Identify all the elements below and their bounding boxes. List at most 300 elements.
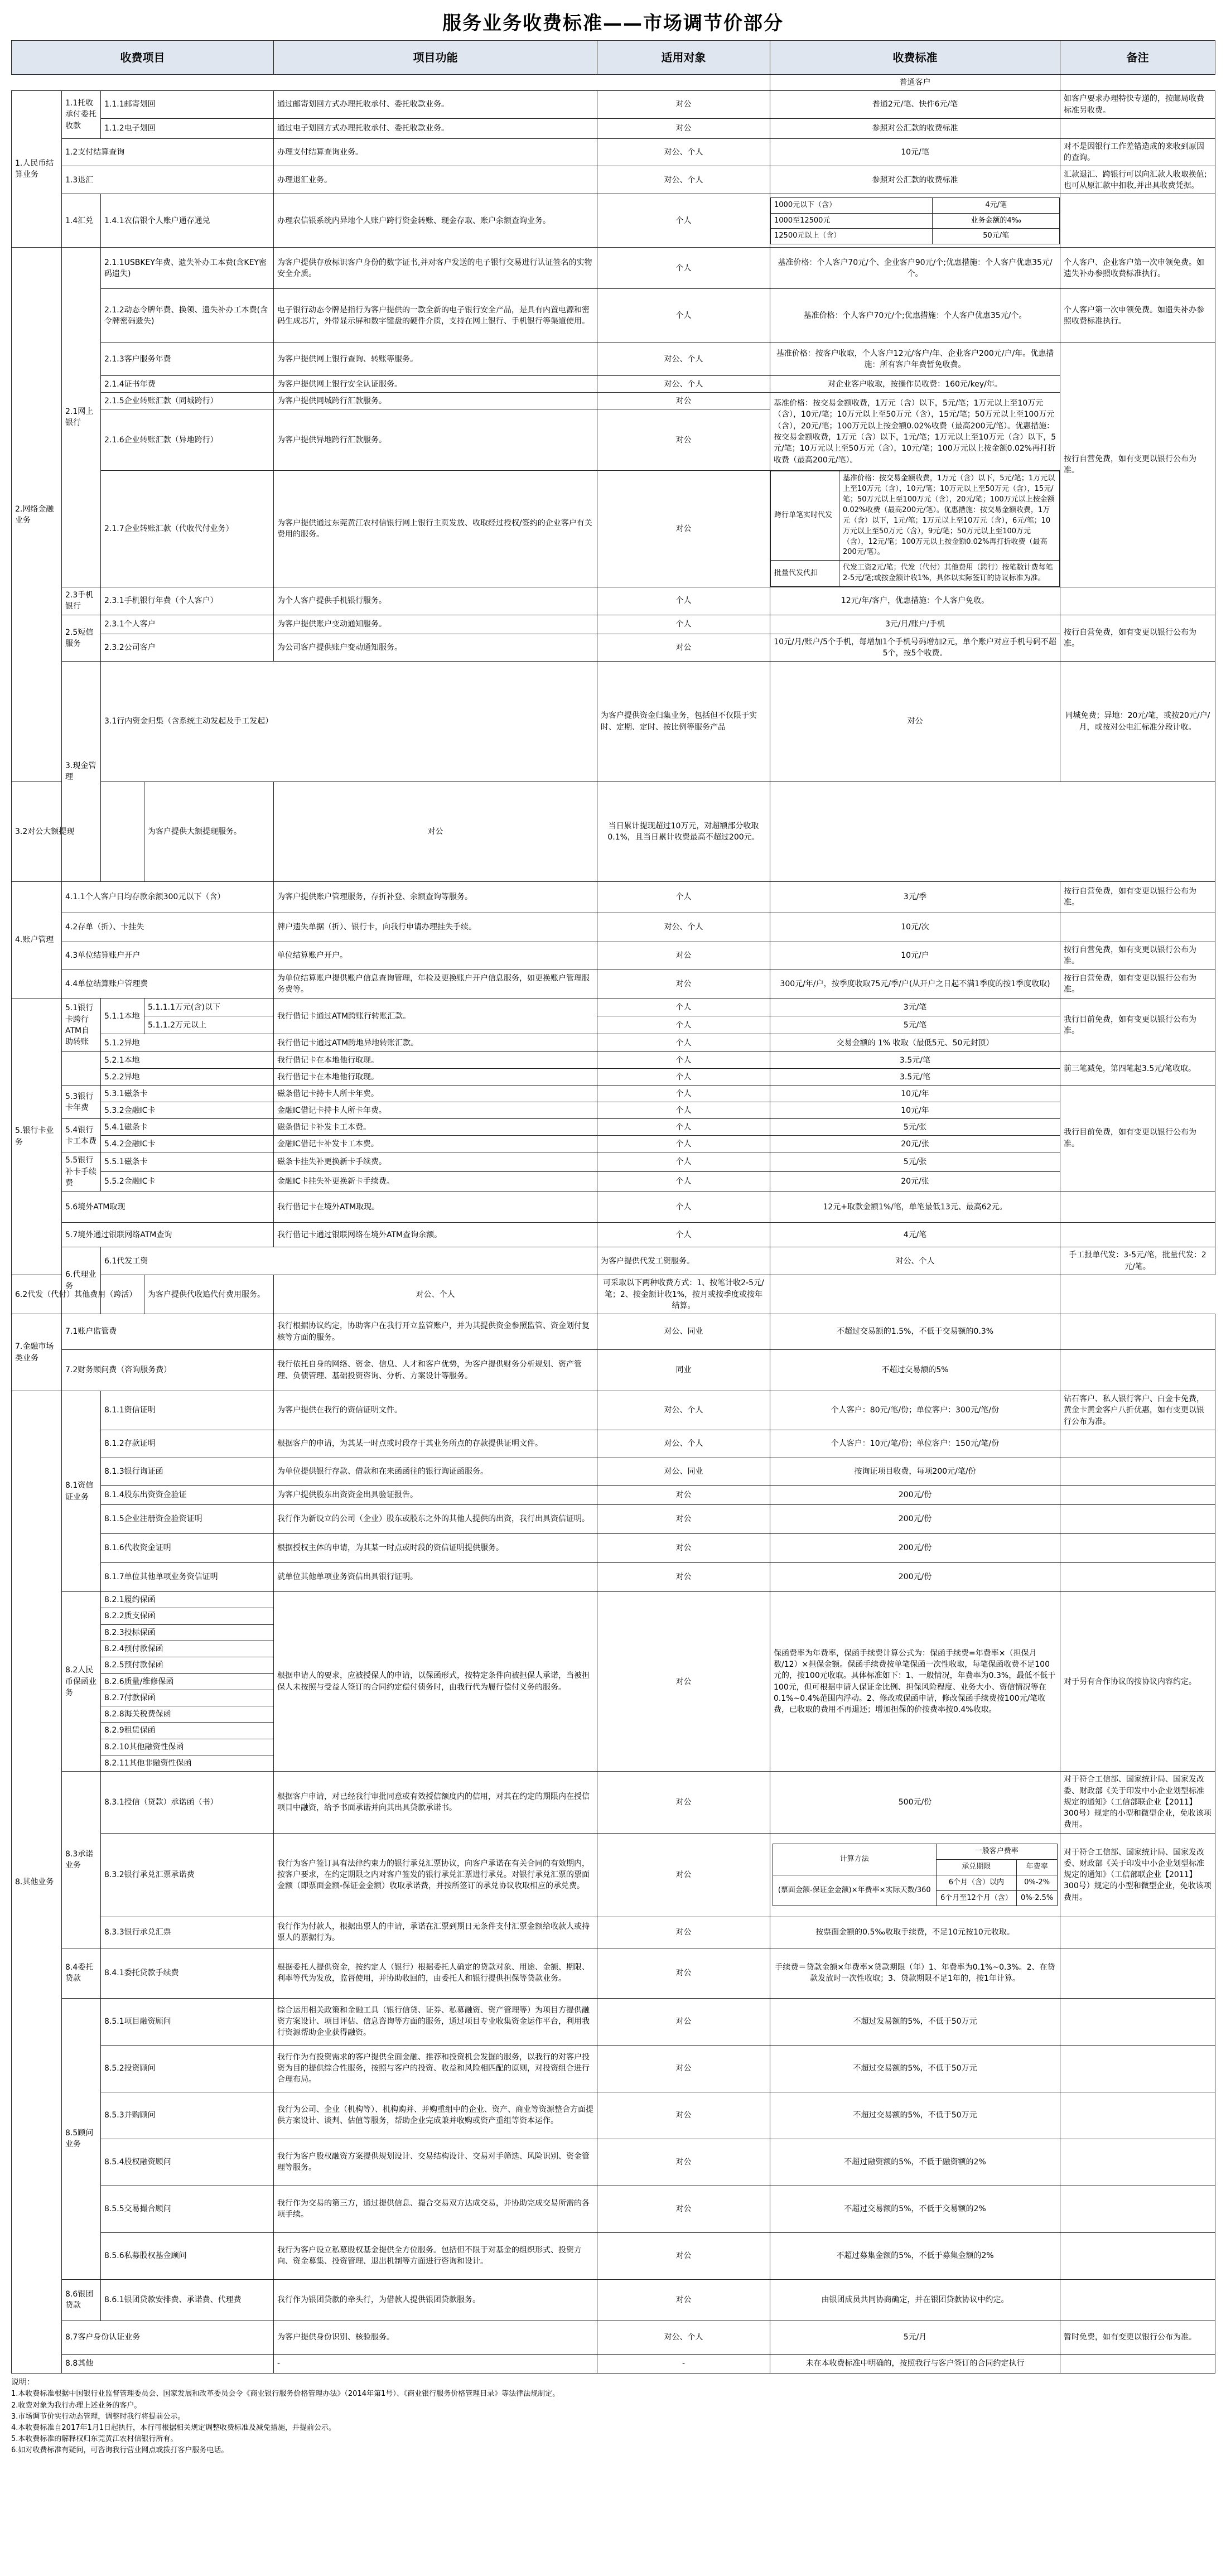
item-cell: 4.3单位结算账户开户 xyxy=(62,942,274,969)
object-cell: 个人 xyxy=(597,1052,770,1069)
function-cell: 根据委托人提供资金，按约定人（银行）根据委托人确定的贷款对象、用途、金额、期限、利率等代为发放，监督使用，并协助收回的，由委托人和银行提供担保等贷款业务。 xyxy=(274,1948,597,1998)
note-cell: 对不是因银行工作差错造成的来收到原因的查询。 xyxy=(1060,138,1215,166)
function-cell: 根据客户申请，对已经我行审批同意或有效授信额度内的信用，对其在约定的期限内在授信项目中融资，给予书面承诺并向其出具贷款承诺书。 xyxy=(274,1772,597,1833)
fee-cell: 20元/张 xyxy=(770,1136,1060,1152)
fee-cell: 手续费＝贷款金额×年费率×贷款期限（年）1、年费率为0.1%~0.3%。2、在贷款发放时一次性收取；3、贷款期限不足1年的，按1年计算。 xyxy=(770,1948,1060,1998)
object-cell: 对公 xyxy=(597,1772,770,1833)
fee-cell: 参照对公汇款的收费标准 xyxy=(770,118,1060,138)
table-row xyxy=(12,166,1215,194)
object-cell: 个人 xyxy=(597,1016,770,1034)
item-cell: 6.2代发（代付）其他费用（跨活） xyxy=(12,1275,144,1314)
table-row xyxy=(12,376,1215,393)
table-row xyxy=(12,138,1215,166)
note-cell xyxy=(1060,1191,1215,1223)
note-cell: 如客户要求办理特快专递的，按邮局收费标准另收费。 xyxy=(1060,91,1215,119)
rate-cell: 0%-2.5% xyxy=(1017,1890,1058,1906)
object-cell: 个人 xyxy=(597,881,770,913)
subcategory-cell: 5.5银行补卡手续费 xyxy=(62,1152,101,1191)
tier-cell: 12500元以上（含） xyxy=(771,229,933,244)
note-cell: 钻石客户、私人银行客户、白金卡免费，黄金卡黄金客户八折优惠，如有变更以银行公布为准。 xyxy=(1060,1391,1215,1430)
table-row xyxy=(12,289,1215,342)
table-row xyxy=(12,1119,1215,1136)
table-row xyxy=(12,2279,1215,2321)
object-cell: 个人 xyxy=(597,1119,770,1136)
item-cell: 8.2.6质量/维修保函 xyxy=(101,1673,274,1690)
table-row xyxy=(12,634,1215,662)
item-cell: 8.2.10其他融资性保函 xyxy=(101,1739,274,1755)
note-cell xyxy=(1060,587,1215,615)
table-row xyxy=(12,1350,1215,1391)
item-cell: 2.1.4证书年费 xyxy=(101,376,274,393)
note-cell: 个人客户、企业客户第一次申领免费。如遗失补办参照收费标准执行。 xyxy=(1060,248,1215,289)
object-cell: 对公 xyxy=(597,969,770,998)
subcategory-cell: 8.5顾问业务 xyxy=(62,1998,101,2279)
object-cell: 对公 xyxy=(597,1592,770,1772)
table-row xyxy=(12,587,1215,615)
item-cell: 5.4.1磁条卡 xyxy=(101,1119,274,1136)
table-row xyxy=(12,1948,1215,1998)
item-cell: 5.1.1本地 xyxy=(101,998,144,1034)
item-cell: 5.1.1.1万元(含)以下 xyxy=(144,998,274,1016)
function-cell: 通过邮寄划回方式办理托收承付、委托收款业务。 xyxy=(274,91,597,119)
note-cell xyxy=(1060,2045,1215,2092)
item-cell: 5.1.2异地 xyxy=(101,1034,274,1052)
object-cell: 个人 xyxy=(597,248,770,289)
object-cell: 对公、个人 xyxy=(597,1430,770,1458)
object-cell: 对公 xyxy=(597,1917,770,1948)
function-cell: 我行借记卡在本地他行取现。 xyxy=(274,1052,597,1069)
subcategory-cell: 8.6银团贷款 xyxy=(62,2279,101,2321)
function-cell: 通过电子划回方式办理托收承付、委托收款业务。 xyxy=(274,118,597,138)
rate-cell: 一般客户费率 xyxy=(936,1844,1057,1860)
table-row xyxy=(12,881,1215,913)
remit-tier-table xyxy=(770,197,1060,245)
fee-cell: 不超过募集金额的5%，不低于募集金额的2% xyxy=(770,2232,1060,2279)
table-row xyxy=(12,662,1215,782)
tier-cell: 1000元以下（含） xyxy=(771,197,933,213)
agency-fee-text: 批量代发代扣 xyxy=(771,561,839,587)
fee-cell: 基准价格：个人客户70元/个、企业客户90元/个;优惠措施：个人客户优惠35元/个。 xyxy=(770,248,1060,289)
object-cell: 个人 xyxy=(597,1152,770,1172)
item-cell: 8.2.5预付款保函 xyxy=(101,1657,274,1673)
note-cell: 暂时免费，如有变更以银行公布为准。 xyxy=(1060,2321,1215,2354)
note-cell xyxy=(1060,194,1215,248)
note-cell: 按行自营免费，如有变更以银行公布为准。 xyxy=(1060,969,1215,998)
item-cell: 1.1.2电子划回 xyxy=(101,118,274,138)
table-row xyxy=(12,1152,1215,1172)
function-cell: 我行为客户股权融资方案提供规划设计、交易结构设计、交易对手筛选、风险识别、资金管理等服务。 xyxy=(274,2139,597,2186)
tier-row xyxy=(771,213,1060,229)
function-cell: 为客户提供资金归集业务，包括但不仅限于实时、定期、定时、按比例等服务产品 xyxy=(597,662,770,782)
fee-cell: 200元/份 xyxy=(770,1505,1060,1534)
item-cell: 1.1.1邮寄划回 xyxy=(101,91,274,119)
item-cell: 8.8其他 xyxy=(62,2354,274,2373)
rate-cell: 年费率 xyxy=(1017,1859,1058,1875)
fee-cell: 5元/笔 xyxy=(770,1016,1060,1034)
table-row xyxy=(12,1592,1215,1608)
table-row xyxy=(12,1275,1215,1314)
item-cell: 3.2对公大额提现 xyxy=(12,782,144,882)
function-cell: 我行作为付款人，根据出票人的申请，承诺在汇票到期日无条件支付汇票金额给收款人或持票人的票据行为。 xyxy=(274,1917,597,1948)
item-cell: 5.2.1本地 xyxy=(101,1052,274,1069)
item-cell: 6.1代发工资 xyxy=(101,1247,597,1275)
table-row xyxy=(12,1998,1215,2045)
note-line: 5.本收费标准的解释权归东莞黄江农村信银行所有。 xyxy=(11,2435,178,2444)
item-cell: 8.2.9租赁保函 xyxy=(101,1723,274,1739)
fee-cell: 交易金额的 1% 收取（最低5元、50元封顶） xyxy=(770,1034,1060,1052)
note-cell xyxy=(1060,1430,1215,1458)
fee-cell: 不超过交易额的5% xyxy=(770,1350,1060,1391)
item-cell: 2.1.1USBKEY年费、遗失补办工本费(含KEY密码遗失) xyxy=(101,248,274,289)
function-cell: 磁条借记卡持卡人所卡年费。 xyxy=(274,1086,597,1102)
function-cell: 我行作为银团贷款的牵头行，为借款人提供银团贷款服务。 xyxy=(274,2279,597,2321)
function-cell: 金融IC借记卡持卡人所卡年费。 xyxy=(274,1102,597,1119)
table-row xyxy=(12,1458,1215,1486)
function-cell: 就单位其他单项业务资信出具银行证明。 xyxy=(274,1563,597,1592)
function-cell: 办理退汇业务。 xyxy=(274,166,597,194)
object-cell: 对公 xyxy=(597,393,770,409)
agency-fee-text: 跨行单笔实时代发 xyxy=(771,471,839,561)
object-cell: 个人 xyxy=(597,1086,770,1102)
header-note: 备注 xyxy=(1060,41,1215,75)
table-row xyxy=(12,471,1215,587)
category-cell: 8.其他业务 xyxy=(12,1391,62,2374)
function-cell: 金融IC借记卡补发卡工本费。 xyxy=(274,1136,597,1152)
fee-cell: 10元/年 xyxy=(770,1102,1060,1119)
object-cell: 对公、个人 xyxy=(274,1275,597,1314)
category-cell: 5.银行卡业务 xyxy=(12,998,62,1275)
subheader-ordinary: 普通客户 xyxy=(770,75,1060,91)
fee-cell: 普通2元/笔、快件6元/笔 xyxy=(770,91,1060,119)
fee-cell: 200元/份 xyxy=(770,1486,1060,1505)
item-cell: 3.1行内资金归集（含系统主动发起及手工发起） xyxy=(101,662,597,782)
function-cell: 我行依托自身的网络、资金、信息、人才和客户优势，为客户提供财务分析规划、资产管理、负债管理、基础投资咨询、分析、方案设计等服务。 xyxy=(274,1350,597,1391)
item-cell: 8.3.3银行承兑汇票 xyxy=(101,1917,274,1948)
function-cell: 办理农信银系统内异地个人账户跨行资金转账、现金存取、账户余额查询业务。 xyxy=(274,194,597,248)
fee-cell: 3.5元/笔 xyxy=(770,1052,1060,1069)
fee-cell: 3元/季 xyxy=(770,881,1060,913)
note-cell: 对于符合工信部、国家统计局、国家发改委、财政部《关于印发中小企业划型标准规定的通知》（工信部联企业【2011】300号）规定的小型和微型企业，免收该项费用。 xyxy=(1060,1772,1215,1833)
object-cell: 对公、同业 xyxy=(597,1458,770,1486)
object-cell: 个人 xyxy=(597,1172,770,1191)
item-cell: 2.3.1个人客户 xyxy=(101,615,274,634)
table-row xyxy=(12,1086,1215,1102)
function-cell: 我行为客户设立私募股权基金提供全方位服务。包括但不限于对基金的组织形式、投资方向、资金募集、投资管理、退出机制等方面进行咨询和设计。 xyxy=(274,2232,597,2279)
table-row xyxy=(12,1191,1215,1223)
note-line: 2.收费对象为我行办理上述业务的客户。 xyxy=(11,2401,142,2410)
fee-table-body xyxy=(12,75,1215,2374)
object-cell: 对公 xyxy=(597,1563,770,1592)
item-cell: 1.2支付结算查询 xyxy=(62,138,274,166)
object-cell: 个人 xyxy=(597,1034,770,1052)
item-cell: 8.4.1委托贷款手续费 xyxy=(101,1948,274,1998)
item-cell: 8.5.6私募股权基金顾问 xyxy=(101,2232,274,2279)
table-row xyxy=(12,1172,1215,1191)
fee-cell: 按票面金额的0.5‰收取手续费，不足10元按10元收取。 xyxy=(770,1917,1060,1948)
fee-cell: 300元/年/户，按季度收取75元/季/户(从开户之日起不满1季度的按1季度收取) xyxy=(770,969,1060,998)
fee-cell: 个人客户：80元/笔/份；单位客户：300元/笔/份 xyxy=(770,1391,1060,1430)
item-cell: 4.4单位结算账户管理费 xyxy=(62,969,274,998)
category-cell: 7.金融市场类业务 xyxy=(12,1314,62,1391)
object-cell: 个人 xyxy=(597,998,770,1016)
note-cell xyxy=(1060,1998,1215,2045)
item-cell: 8.5.4股权融资顾问 xyxy=(101,2139,274,2186)
fee-cell: 10元/笔 xyxy=(770,138,1060,166)
table-row xyxy=(12,942,1215,969)
fee-cell: 不超过交易额的1.5%，不低于交易额的0.3% xyxy=(770,1314,1060,1350)
object-cell: 对公、个人 xyxy=(597,1391,770,1430)
rate-table-cell xyxy=(770,1833,1060,1917)
fee-cell: 不超过交易额的5%，不低于50万元 xyxy=(770,2045,1060,2092)
note-cell xyxy=(1060,1314,1215,1350)
item-cell: 1.4.1农信银个人账户通存通兑 xyxy=(101,194,274,248)
note-cell: 按行自营免费，如有变更以银行公布为准。 xyxy=(1060,881,1215,913)
table-row xyxy=(12,1534,1215,1563)
fee-cell: 基准价格：按客户收取，个人客户12元/客户/年、企业客户200元/户/年。优惠措施：所有客户年费暂免收费。 xyxy=(770,342,1060,376)
tier-table-cell xyxy=(770,194,1060,248)
item-cell: 5.4.2金融IC卡 xyxy=(101,1136,274,1152)
object-cell: 对公 xyxy=(597,471,770,587)
function-cell: 为客户提供网上银行查询、转账等服务。 xyxy=(274,342,597,376)
note-cell xyxy=(1060,2279,1215,2321)
item-cell: 8.5.1项目融资顾问 xyxy=(101,1998,274,2045)
item-cell: 8.2.8海关税费保函 xyxy=(101,1706,274,1723)
fee-cell: 10元/次 xyxy=(770,913,1060,942)
header-row xyxy=(12,41,1215,75)
note-line: 3.市场调节价实行动态管理，调整时我行将提前公示。 xyxy=(11,2412,185,2421)
note-cell: 个人客户第一次申领免费。如遗失补办参照收费标准执行。 xyxy=(1060,289,1215,342)
fee-cell: 200元/份 xyxy=(770,1534,1060,1563)
subcategory-cell: 2.5短信服务 xyxy=(62,615,101,662)
agency-fee-table xyxy=(770,471,1060,586)
function-cell: 根据客户的申请，为其某一时点或时段存于其业务所点的存款提供证明文件。 xyxy=(274,1430,597,1458)
object-cell: - xyxy=(597,2354,770,2373)
table-row xyxy=(12,1247,1215,1275)
fee-cell: 10元/月/账户/5个手机，每增加1个手机号码增加2元，单个账户对应手机号码不超5个，按5个收费。 xyxy=(770,634,1060,662)
function-cell: 为单位结算账户提供账户信息查询管理，年检及更换账户开户信息服务，如更换账户管理服务费等。 xyxy=(274,969,597,998)
item-cell: 8.1.5企业注册资金验资证明 xyxy=(101,1505,274,1534)
table-row xyxy=(12,2092,1215,2139)
header-function: 项目功能 xyxy=(274,41,597,75)
fee-cell: 5元/张 xyxy=(770,1152,1060,1172)
agency-fee-text: 代发工资2元/笔；代发（代付）其他费用（跨行）按笔数计费每笔2-5元/笔;或按金额计收1%，具体以实际签订的协议标准为准。 xyxy=(839,561,1060,587)
fee-cell: 5元/张 xyxy=(770,1119,1060,1136)
subcategory-cell: 5.1银行卡跨行ATM自助转账 xyxy=(62,998,101,1052)
table-row xyxy=(12,1016,1215,1034)
rate-cell: 承兑期限 xyxy=(936,1859,1017,1875)
item-cell: 8.3.2银行承兑汇票承诺费 xyxy=(101,1833,274,1917)
object-cell: 对公 xyxy=(597,634,770,662)
fee-cell: 未在本收费标准中明确的，按照我行与客户签订的合同约定执行 xyxy=(770,2354,1060,2373)
note-cell xyxy=(1060,1223,1215,1247)
function-cell: 金融IC卡挂失补更换新卡手续费。 xyxy=(274,1172,597,1191)
table-row xyxy=(12,1314,1215,1350)
tier-cell: 4元/笔 xyxy=(933,197,1060,213)
table-row xyxy=(12,782,1215,882)
fee-cell: 4元/笔 xyxy=(770,1223,1060,1247)
note-line: 6.如对收费标准有疑问，可咨询我行营业网点或拨打客户服务电话。 xyxy=(11,2446,229,2455)
table-row xyxy=(12,1772,1215,1833)
note-line: 1.本收费标准根据中国银行业监督管理委员会、国家发展和改革委员会令《商业银行服务价格管理办法》（2014年第1号）、《商业银行服务价格管理目录》等法律法规制定。 xyxy=(11,2390,560,2399)
subcategory-cell: 5.4银行卡工本费 xyxy=(62,1119,101,1152)
item-cell: 8.5.5交易撮合顾问 xyxy=(101,2186,274,2232)
subcategory-cell: 2.1网上银行 xyxy=(62,248,101,587)
subcategory-cell: 2.3手机银行 xyxy=(62,587,101,615)
item-cell: 8.7客户身份认证业务 xyxy=(62,2321,274,2354)
function-cell: 我行根据协议约定，协助客户在我行开立监管账户，并为其提供资金参照监管、资金划付复核等方面的服务。 xyxy=(274,1314,597,1350)
table-row xyxy=(12,1391,1215,1430)
header-object: 适用对象 xyxy=(597,41,770,75)
object-cell: 对公、个人 xyxy=(770,1247,1060,1275)
fee-cell: 不超过融资额的5%，不低于融资额的2% xyxy=(770,2139,1060,2186)
fee-cell: 当日累计提现超过10万元，对超额部分收取0.1%，且当日累计收费最高不超过200元。 xyxy=(597,782,770,882)
function-cell: 牌户遗失单据（折）、银行卡，向我行申请办理挂失手续。 xyxy=(274,913,597,942)
table-row xyxy=(12,118,1215,138)
function-cell: 为客户提供大额提现服务。 xyxy=(144,782,274,882)
function-cell: 为个人客户提供手机银行服务。 xyxy=(274,587,597,615)
object-cell: 对公、同业 xyxy=(597,1314,770,1350)
rate-cell: 6个月至12个月（含） xyxy=(936,1890,1017,1906)
acceptance-rate-table xyxy=(773,1844,1058,1906)
category-cell: 4.账户管理 xyxy=(12,881,62,998)
item-cell: 2.3.1手机银行年费（个人客户） xyxy=(101,587,274,615)
table-row xyxy=(12,998,1215,1016)
note-line: 4.本收费标准自2017年1月1日起执行，本行可根据相关规定调整收费标准及减免措施，并提前公示。 xyxy=(11,2423,336,2432)
function-cell: 为客户提供身份识别、核验服务。 xyxy=(274,2321,597,2354)
object-cell: 同业 xyxy=(597,1350,770,1391)
note-cell: 按行自营免费，如有变更以银行公布为准。 xyxy=(1060,342,1215,587)
subheader-row xyxy=(12,75,1215,91)
note-cell xyxy=(1060,1534,1215,1563)
function-cell: 我行借记卡在境外ATM取现。 xyxy=(274,1191,597,1223)
note-cell xyxy=(770,1275,1060,1314)
item-cell: 8.5.2投资顾问 xyxy=(101,2045,274,2092)
subcategory-cell: 8.3承诺业务 xyxy=(62,1772,101,1948)
function-cell: 磁条借记卡补发卡工本费。 xyxy=(274,1119,597,1136)
table-row xyxy=(12,2045,1215,2092)
function-cell: 我行作为有投资需求的客户提供全面金融、推荐和投资机会发掘的服务，以我行的对客户投资为目的提供综合性服务，按照与客户的投资、收益和风险相匹配的原则，对投资组合进行合理布局。 xyxy=(274,2045,597,2092)
rate-cell: 计算方法 xyxy=(773,1844,937,1875)
item-cell: 8.2.4预付款保函 xyxy=(101,1641,274,1657)
object-cell: 对公、个人 xyxy=(597,2321,770,2354)
object-cell: 对公、个人 xyxy=(597,138,770,166)
category-cell: 3.现金管理 xyxy=(62,662,101,882)
item-cell: 1.3退汇 xyxy=(62,166,274,194)
object-cell: 对公 xyxy=(597,2045,770,2092)
function-cell: 为客户提供股东出资资金出具验证报告。 xyxy=(274,1486,597,1505)
table-row xyxy=(12,1917,1215,1948)
function-cell: 我行为公司、企业（机构等）、机构购并、并购重组中的企业、资产、商业等资源整合方面提供方案设计、谈判、估值等服务，帮助企业完成兼并收购或资产重组等资本运作。 xyxy=(274,2092,597,2139)
function-cell: 磁条卡挂失补更换新卡手续费。 xyxy=(274,1152,597,1172)
note-cell xyxy=(1060,1458,1215,1486)
note-cell xyxy=(1060,2186,1215,2232)
function-cell: 为客户提供在我行的资信证明文件。 xyxy=(274,1391,597,1430)
rate-row xyxy=(773,1844,1058,1860)
item-cell: 2.3.2公司客户 xyxy=(101,634,274,662)
item-cell: 5.3.2金融IC卡 xyxy=(101,1102,274,1119)
item-cell: 5.2.2异地 xyxy=(101,1069,274,1086)
function-cell: 单位结算账户开户。 xyxy=(274,942,597,969)
table-row xyxy=(12,1069,1215,1086)
notes xyxy=(11,2377,1215,2461)
rate-cell: 0%-2% xyxy=(1017,1875,1058,1890)
fee-cell: 3元/月/账户/手机 xyxy=(770,615,1060,634)
table-row xyxy=(12,2139,1215,2186)
object-cell: 个人 xyxy=(597,615,770,634)
item-cell: 8.1.1资信证明 xyxy=(101,1391,274,1430)
note-cell: 对于另有合作协议的按协议内容约定。 xyxy=(1060,1592,1215,1772)
function-cell: 为单位提供银行存款、借款和在来函函往的银行询证函服务。 xyxy=(274,1458,597,1486)
note-cell xyxy=(1060,2232,1215,2279)
note-cell xyxy=(1060,2092,1215,2139)
tier-cell: 1000至12500元 xyxy=(771,213,933,229)
function-cell: 我行为客户签订具有法律约束力的银行承兑汇票协议，向客户承诺在有关合同的有效期内，按客户要求，在约定期限之内对客户签发的银行承兑汇票进行承兑。对银行承兑汇票的票面金额（即票面金额-保证金金额）收取承诺费，并按所签订的承兑协议收取相应的承兑费。 xyxy=(274,1833,597,1917)
table-row xyxy=(12,2354,1215,2373)
table-row xyxy=(12,1563,1215,1592)
item-cell: 4.1.1个人客户日均存款余额300元以下（含） xyxy=(62,881,274,913)
object-cell: 个人 xyxy=(597,1223,770,1247)
note-cell xyxy=(1060,1563,1215,1592)
table-row xyxy=(12,1136,1215,1152)
function-cell: 电子银行动态令牌是指行为客户提供的一款全新的电子银行安全产品，是具有内置电源和密码生成芯片，外带显示屏和数字键盘的硬件介质，支持在网上银行、手机银行等渠道使用。 xyxy=(274,289,597,342)
category-cell: 6.代理业务 xyxy=(62,1247,101,1314)
table-row xyxy=(12,248,1215,289)
item-cell: 8.2.2质支保函 xyxy=(101,1608,274,1624)
item-cell: 5.5.1磁条卡 xyxy=(101,1152,274,1172)
object-cell: 对公 xyxy=(597,1998,770,2045)
fee-cell: 20元/张 xyxy=(770,1172,1060,1191)
agency-fee-text: 基准价格：按交易金额收费，1万元（含）以下，5元/笔；1万元以上至10万元（含），10元/笔；10万元以上至50万元（含），15元/笔；50万元以上至100万元（含），20元/笔；100万元以上按金额0.02%收费（最高200元/笔）。优惠措施：按交易金额收费，1万元（含）以下，1元/笔；1万元以上至10万元（含），6元/笔；10万元以上至50万元（含），9元/笔；50万元以上至100万元（含），12元/笔；100万元以上按金额0.02%再打折收费（最高200元/笔）。 xyxy=(839,471,1060,561)
fee-cell: 200元/份 xyxy=(770,1563,1060,1592)
fee-cell: 3元/笔 xyxy=(770,998,1060,1016)
tier-cell: 50元/笔 xyxy=(933,229,1060,244)
subcategory-cell: 8.1资信证业务 xyxy=(62,1391,101,1592)
subcategory-cell: 8.4委托贷款 xyxy=(62,1948,101,1998)
note-cell: 对于符合工信部、国家统计局、国家发改委、财政部《关于印发中小企业划型标准规定的通知》（工信部联企业【2011】300号）规定的小型和微型企业，免收该项费用。 xyxy=(1060,1833,1215,1917)
header-fee: 收费标准 xyxy=(770,41,1060,75)
function-cell: - xyxy=(274,2354,597,2373)
item-cell: 8.3.1授信（贷款）承诺函（书） xyxy=(101,1772,274,1833)
object-cell: 对公 xyxy=(597,91,770,119)
item-cell: 7.2财务顾问费（咨询服务费） xyxy=(62,1350,274,1391)
item-cell: 7.1账户监管费 xyxy=(62,1314,274,1350)
object-cell: 对公 xyxy=(597,2232,770,2279)
table-row xyxy=(12,342,1215,376)
item-cell: 5.7境外通过银联网络ATM查询 xyxy=(62,1223,274,1247)
table-row xyxy=(12,1102,1215,1119)
subcategory-cell: 1.4汇兑 xyxy=(62,194,101,248)
item-cell: 8.1.3银行询证函 xyxy=(101,1458,274,1486)
note-cell: 前三笔减免，第四笔起3.5元/笔收取。 xyxy=(1060,1052,1215,1086)
function-cell: 为客户提供代发工资服务。 xyxy=(597,1247,770,1275)
item-cell: 8.1.2存款证明 xyxy=(101,1430,274,1458)
object-cell: 对公 xyxy=(597,2186,770,2232)
function-cell: 办理支付结算查询业务。 xyxy=(274,138,597,166)
fee-cell: 12元+取款金额1%/笔，单笔最低13元、最高62元。 xyxy=(770,1191,1060,1223)
category-cell: 1.人民币结算业务 xyxy=(12,91,62,248)
rate-row xyxy=(773,1875,1058,1890)
table-row xyxy=(12,2186,1215,2232)
item-cell: 5.3.1磁条卡 xyxy=(101,1086,274,1102)
function-cell: 根据申请人的要求，应被授保人的申请，以保函形式，按特定条件向被担保人承诺，当被担保人未按照与受益人签订的合同约定偿付债务时，由我行代为履行偿付义务的服务。 xyxy=(274,1592,597,1772)
table-row xyxy=(12,1505,1215,1534)
object-cell: 对公 xyxy=(770,662,1060,782)
function-cell: 我行借记卡通过ATM跨地异地转账汇款。 xyxy=(274,1034,597,1052)
rate-cell: (票面金额-保证金金额)×年费率×实际天数/360 xyxy=(773,1875,937,1906)
note-cell xyxy=(1060,2354,1215,2373)
note-cell xyxy=(1060,1350,1215,1391)
function-cell: 我行作为新设立的公司（企业）股东或股东之外的其他人提供的出资，我行出具资信证明。 xyxy=(274,1505,597,1534)
